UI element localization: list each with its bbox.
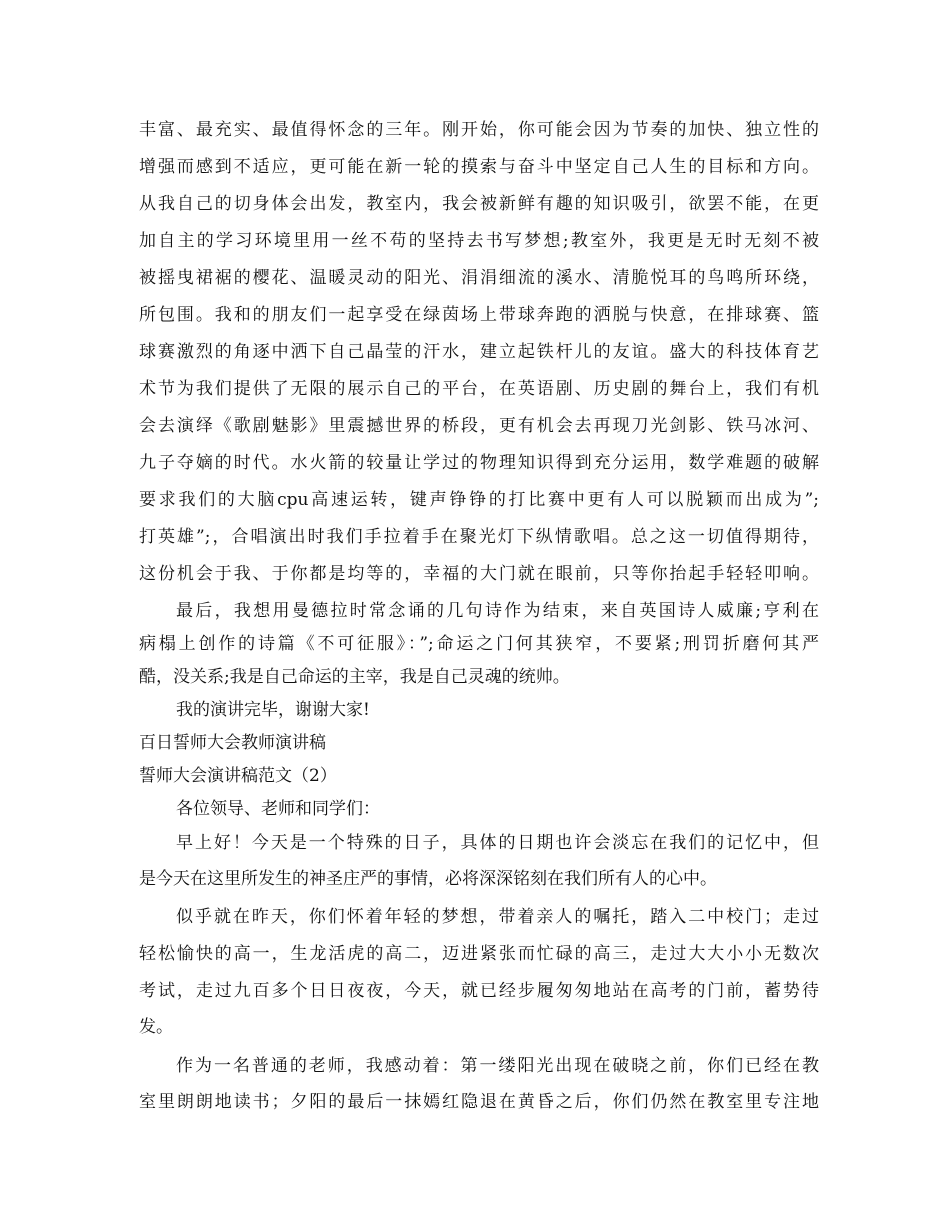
text-line: 考试，走过九百多个日日夜夜，今天，就已经步履匆匆地站在高考的门前，蓄势待 [139,981,819,1001]
text-line: 病榻上创作的诗篇《不可征服》：”;命运之门何其狭窄，不要紧;刑罚折磨何其严 [139,634,819,654]
text-line: 加自主的学习环境里用一丝不苟的坚持去书写梦想;教室外，我更是无时无刻不被 [139,231,819,251]
paragraph-first-line: 作为一名普通的老师，我感动着：第一缕阳光出现在破晓之前，你们已经在教 [176,1056,819,1076]
text-line: 丰富、最充实、最值得怀念的三年。刚开始，你可能会因为节奏的加快、独立性的 [139,120,819,140]
section-subtitle: 誓师大会演讲稿范文（2） [139,766,337,786]
section-title: 百日誓师大会教师演讲稿 [139,733,326,753]
closing-line: 我的演讲完毕，谢谢大家! [176,700,370,720]
salutation: 各位领导、老师和同学们： [176,799,380,819]
text-line: 从我自己的切身体会出发，教室内，我会被新鲜有趣的知识吸引，欲罢不能，在更 [139,194,819,214]
text-line: 会去演绎《歌剧魅影》里震撼世界的桥段，更有机会去再现刀光剑影、铁马冰河、 [139,416,819,436]
text-line: 室里朗朗地读书；夕阳的最后一抹嫣红隐退在黄昏之后，你们仍然在教室里专注地 [139,1092,819,1112]
text-line: 打英雄”;，合唱演出时我们手拉着手在聚光灯下纵情歌唱。总之这一切值得期待， [139,527,819,547]
text-line: 球赛激烈的角逐中洒下自己晶莹的汗水，建立起铁杆儿的友谊。盛大的科技体育艺 [139,342,819,362]
text-line: 九子夺嫡的时代。水火箭的较量让学过的物理知识得到充分运用，数学难题的破解 [139,453,819,473]
text-line: 增强而感到不适应，更可能在新一轮的摸索与奋斗中坚定自己人生的目标和方向。 [139,157,819,177]
text-line: 要求我们的大脑cpu高速运转，键声铮铮的打比赛中更有人可以脱颖而出成为”; [139,490,819,510]
text-line: 被摇曳裙裾的樱花、温暖灵动的阳光、涓涓细流的溪水、清脆悦耳的鸟鸣所环绕， [139,268,819,288]
text-line: 所包围。我和的朋友们一起享受在绿茵场上带球奔跑的洒脱与快意，在排球赛、篮 [139,305,819,325]
paragraph-last-line: 酷，没关系;我是自己命运的主宰，我是自己灵魂的统帅。 [139,667,570,687]
text-line: 术节为我们提供了无限的展示自己的平台，在英语剧、历史剧的舞台上，我们有机 [139,379,819,399]
paragraph-last-line: 是今天在这里所发生的神圣庄严的事情，必将深深铭刻在我们所有人的心中。 [139,869,717,889]
paragraph-first-line: 最后，我想用曼德拉时常念诵的几句诗作为结束，来自英国诗人威廉;亨利在 [176,601,819,621]
text-line: 轻松愉快的高一，生龙活虎的高二，迈进紧张而忙碌的高三，走过大大小小无数次 [139,944,819,964]
text-line: 这份机会于我、于你都是均等的，幸福的大门就在眼前，只等你抬起手轻轻叩响。 [139,564,819,584]
paragraph-first-line: 早上好！今天是一个特殊的日子，具体的日期也许会淡忘在我们的记忆中，但 [176,833,819,853]
paragraph-first-line: 似乎就在昨天，你们怀着年轻的梦想，带着亲人的嘱托，踏入二中校门；走过 [176,907,819,927]
paragraph-last-line: 发。 [139,1017,173,1037]
